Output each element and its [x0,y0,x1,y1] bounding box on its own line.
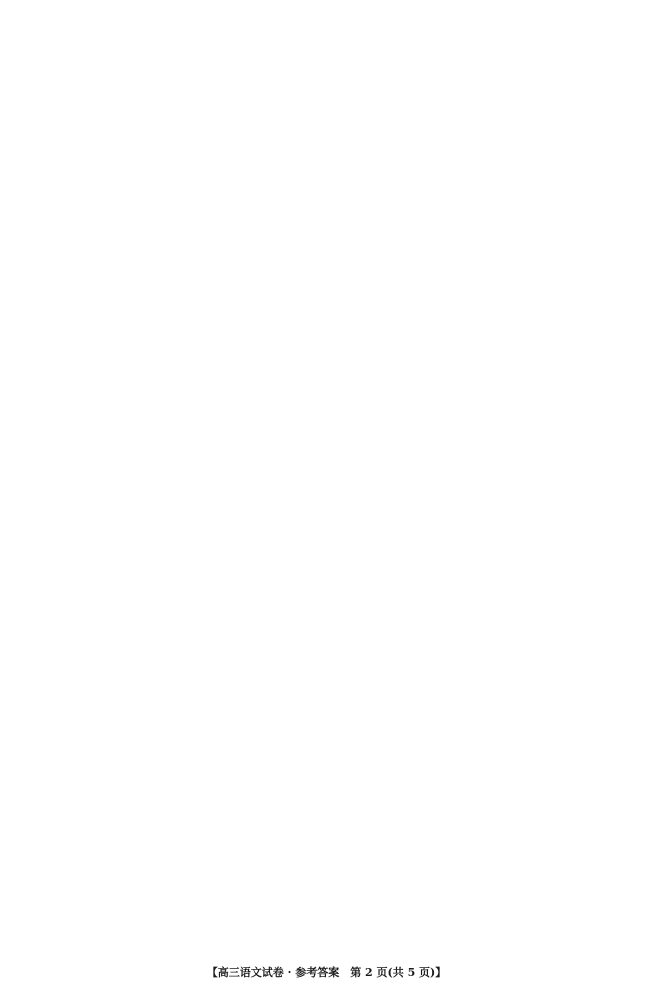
page-footer: 【高三语文试卷 · 参考答案 第 2 页(共 5 页)】 [206,966,447,979]
